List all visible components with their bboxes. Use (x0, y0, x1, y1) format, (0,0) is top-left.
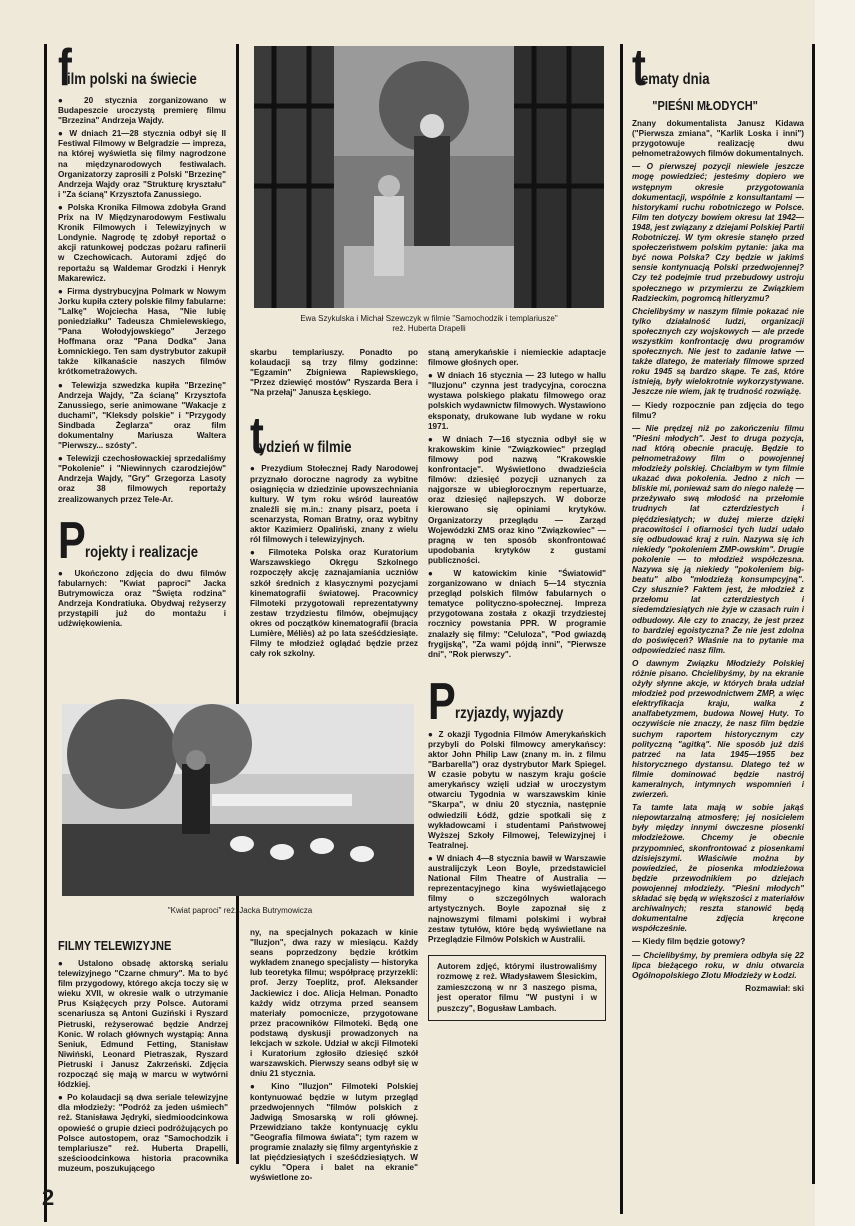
news-item: ● W katowickim kinie "Światowid" zorganizowano w dniach 5—14 stycznia przegląd polskich filmów fabularnych o tematyce polityczno-społecznej. Impreza przygotowana została z okazji trzydziestej rocznicy powstania PPR. W programie znalazły się filmy: "Celuloza", "Pod gwiazdą frygijską", "Za wami pójdą inni", "Pierwsze dni", "Rok pierwszy". (428, 568, 606, 659)
column-tematy-dnia (632, 39, 804, 1176)
news-item: ● Po kolaudacji są dwa seriale telewizyjne dla młodzieży: "Podróż za jeden uśmiech" reż. Stanisława Jędryki, siedmioodcinkowa opowieść o grupie dzieci podróżujących po Polsce autostopem, oraz "Samochodzik i templariusze" reż. Huberta Drapelli, sześcioodcinkowa historia pracownika muzeum, poszukującego (58, 1093, 228, 1173)
film-still-image (254, 46, 604, 308)
continued-text: skarbu templariuszy. Ponadto po kolaudacji są trzy filmy godzinne: "Egzamin" Zbigniewa Rapiewskiego, "Przez dziewięć mostów" Ryszarda Bera i "Na przełaj" Janusza Łęskiego. (250, 348, 418, 398)
column-film-polski (58, 39, 226, 686)
photo-caption-kwiat-paproci: "Kwiat paproci" reż. Jacka Butrymowicza (167, 906, 313, 915)
news-item: ● Telewizja szwedzka kupiła "Brzezinę" Andrzeja Wajdy, "Za ścianą" Krzysztofa Zanussiego, serie animowane "Wakacje z duchami", "Kleksdy polskie" i "Przygody Sindbada Żeglarza" oraz film dokumentalny Mariusza Waltera "Pierwszy... szósty". (58, 380, 226, 451)
photo-credit-box: Autorem zdjęć, którymi ilustrowaliśmy rozmowę z reż. Władysławem Ślesickim, zamieszczoną w nr 3 naszego pisma, jest operator filmu "W pustyni i w puszczy", Bogusław Lambach. (428, 955, 606, 1022)
continued-text: staną amerykańskie i niemieckie adaptacje filmowe głośnych oper. (428, 348, 606, 368)
interview-question: — Kiedy film będzie gotowy? (632, 937, 746, 947)
interview-answer: — O pierwszej pozycji niewiele jeszcze mogę powiedzieć; jesteśmy dopiero we wstępnym okresie przygotowania dokumentacji, wspólnie z konsultantami — historykami ruchu robotniczego w Polsce. Film ten dotyczy bowiem okresu lat 1942—1948, jest związany z dziejami Polskiej Partii Robotniczej. W tym okresie stanęło przed społeczeństwem polskim pytanie: jaka ma być nowa Polska? Czy będzie w jakimś sensie kontynuacją Polski przedwojennej? Czy też podejmie trud przebudowy ustroju społecznego w przymierzu ze Związkiem Radzieckim, pogromcą hitleryzmu? (632, 162, 804, 303)
column-tydzien-continued (250, 928, 418, 1183)
interview-title: "PIEŚNI MŁODYCH" (652, 98, 758, 113)
film-still-kwiat-paproci (62, 704, 414, 896)
section-heading-projekty: P rojekty i realizacje (58, 511, 198, 570)
news-item: ● W dniach 21—28 stycznia odbył się II Festiwal Filmowy w Belgradzie — impreza, na której wyświetla się filmy nagrodzone na międzynarodowych festiwalach. Organizatorzy zaprosili z Polski "Brzezinę" Andrzeja Wajdy oraz "Strukturę kryształu" i "Za ścianą" Krzysztofa Zanussiego. (58, 129, 226, 199)
section-heading-film-polski: f ilm polski na świecie (58, 39, 198, 97)
news-item: ● Ustalono obsadę aktorską serialu telewizyjnego "Czarne chmury". Ma to być film przygodowy, którego akcja toczy się w wieku XVII, w okresie walk o utrzymanie Prus Książęcych przy Polsce. Autorami scenariusza są Antoni Guziński i Ryszard Pietruski, reżyserować będzie Andrzej Konic. W rolach głównych wystąpią: Anna Seniuk, Edmund Fetting, Stanisław Niwiński, Leonard Pietraszak, Ryszard Pietruski i Janusz Zakrzeński. Zdjęcia rozpocząć się mają w marcu w wytwórni łódzkiej. (58, 959, 228, 1090)
photo-caption-samochodzik: Ewa Szykulska i Michał Szewczyk w filmie "Samochodzik i templariusze" reż. Huberta Drapelli (300, 314, 558, 333)
section-heading-przyjazdy: P rzyjazdy, wyjazdy (428, 672, 564, 731)
news-item: ● Kino "Iluzjon" Filmoteki Polskiej kontynuować będzie w lutym przegląd przedwojennych "filmów polskich z Jadwigą Smosarską w roli głównej. Przewidziano także kontynuację cyklu "Geografia filmowa świata"; tym razem w programie znalazły się filmy argentyńskie z lat pięćdziesiątych i sześćdziesiątych. W cyklu "Opera i balet na ekranie" wyświetlone zo- (250, 1082, 418, 1183)
column-filmy-telewizyjne (58, 930, 228, 1175)
continued-text: ny, na specjalnych pokazach w kinie "Iluzjon", dwa razy w miesiącu. Każdy seans poprzedzony będzie krótkim wykładem znanego specjalisty — historyka lub teoretyka filmu; współpracę przyrzekli: prof. Jerzy Toeplitz, prof. Aleksander Jackiewicz i doc. Alicja Helman. Ponadto każdy widz otrzyma przed seansem materiały pomocnicze, przygotowane przez pracowników Filmoteki. Będą one podstawą dyskusji prowadzonych na lekcjach w szkole. Udział w akcji Filmoteki i Kuratorium zgłosiło dziesięć szkół warszawskich. Pierwszy seans odbył się w dniu 21 stycznia. (250, 928, 418, 1079)
news-item: ● Polska Kronika Filmowa zdobyła Grand Prix na IV Międzynarodowym Festiwalu Kronik Filmowych i Telewizyjnych w Londynie. Nagrodę tę zdobył reportaż o akcji ratunkowej podczas pożaru rafinerii w Czechowicach. Autorami zdjęć do reportażu są Waldemar Grodzki i Henryk Makarewicz. (58, 202, 226, 283)
section-heading-tematy: t ematy dnia (632, 39, 710, 97)
interview-intro: Znany dokumentalista Janusz Kidawa ("Pierwsza zmiana", "Karlik Loska i inni") przygotowuje realizację dwu pełnometrażowych filmów dokumentalnych. (632, 119, 804, 159)
torn-paper-edge (815, 0, 855, 1226)
news-item: ● W dniach 16 stycznia — 23 lutego w hallu "Iluzjonu" czynna jest tradycyjna, coroczna wystawa polskiego plakatu filmowego oraz polskich wydawnictw filmowych. Wystawiono eksponaty, drukowane lub wydane w roku 1971. (428, 371, 606, 431)
interview-question: — Kiedy rozpocznie pan zdjęcia do tego filmu? (632, 400, 804, 420)
news-item: ● Filmoteka Polska oraz Kuratorium Warszawskiego Okręgu Szkolnego rozpoczęły akcję zaznajamiania uczniów szkół średnich z klasycznymi pozycjami kinematografii światowej. Pracownicy Filmoteki przygotowali reprezentatywny zestaw trzydziestu filmów, obejmujący okres od początków kinematografii (bracia Lumière, Méliès) aż po lata sześćdziesiąte. Filmy te młodzież oglądać będzie przez cały rok szkolny. (250, 548, 418, 659)
section-title-filmy-telewizyjne: FILMY TELEWIZYJNE (58, 938, 172, 953)
column-rule-3 (620, 44, 623, 1214)
interview-answer: — Chcielibyśmy, by premiera odbyła się 22 lipca bieżącego roku, w dniu otwarcia Ogólnopolskiego Zlotu Młodzieży w Łodzi. (632, 950, 804, 980)
news-item: ● Z okazji Tygodnia Filmów Amerykańskich przybyli do Polski filmowcy amerykańscy: aktor John Philip Law (znany m. in. z filmu "Barbarella") oraz dystrybutor Mark Spiegel. W czasie pobytu w naszym kraju goście amerykańscy wzięli udział w uroczystym otwarciu Tygodnia w warszawskim kinie "Skarpa", w dniu 20 stycznia, następnie odwiedzili Łódź, gdzie spotkali się z wykładowcami i studentami Państwowej Wyższej Szkoły Filmowej, Telewizyjnej i Teatralnej. (428, 729, 606, 850)
news-item: ● W dniach 4—8 stycznia bawił w Warszawie australijczyk Leon Boyle, przedstawiciel National Film Theatre of Australia — reprezentacyjnego kina wyświetlającego filmy o szczególnych walorach artystycznych. Boyle zapoznał się z najnowszymi filmami polskimi i wybrał zestaw tytułów, które będą wyświetlane na Przeglądzie Filmów Polskich w Australii. (428, 853, 606, 944)
news-item: ● Telewizji czechosłowackiej sprzedaliśmy "Pokolenie" i "Niewinnych czarodziejów" Andrzeja Wajdy, "Gry" Grzegorza Lasoty oraz 38 filmowych reportaży zrealizowanych przez Tele-Ar. (58, 454, 226, 504)
interview-answer: O dawnym Związku Młodzieży Polskiej różnie pisano. Chcielibyśmy, by na ekranie ożyły słynne akcje, w których brała udział młodzież pod przewodnictwem ZMP, a więc elektryfikacja kraju, walka z analfabetyzmem, budowa Nowej Huty. To oczywiście nie znaczy, że nasz film będzie suchym raportem historycznym czy polityczną "agitką". Nie sposób już dziś patrzeć na lata 1945—1955 bez historycznego dystansu. Dlatego też w filmie dominować będzie nastrój kameralnych, intymnych wspomnień i zwierzeń. (632, 658, 804, 800)
news-item: ● Prezydium Stołecznej Rady Narodowej przyznało doroczne nagrody za wybitne osiągnięcia w dziedzinie upowszechniania kultury. W tym roku wśród laureatów znaleźli się m.in.: znany pisarz, poeta i scenarzysta, Roman Bratny, oraz wybitny aktor Kazimierz Opaliński, znany z wielu ról filmowych i telewizyjnych. (250, 464, 418, 545)
interview-answer: Chcielibyśmy w naszym filmie pokazać nie tylko działalność ludzi, organizacji społecznych czy wojskowych — ale przede wszystkim konfrontację dwu programów społecznych. Nie jest to zadanie łatwe — także dlatego, że materiały filmowe sprzed roku 1945 są bardzo skąpe. Te zaś, które istnieją, były wielokrotnie wykorzystywane. Jeszcze nie wiem, jak tę trudność rozwiążę. (632, 306, 804, 397)
column-rule-2 (236, 44, 239, 1164)
news-item: ● W dniach 7—16 stycznia odbył się w krakowskim kinie "Związkowiec" przegląd filmowy pod nazwą "Krakowskie konfrontacje". Wyświetlono dwadzieścia filmów: dziesięć pozycji uznanych za najgorsze w ubiegłorocznym repertuarze, oraz dziesięć najlepszych. W doborze kierowano się opiniami krytyków. Organizatorzy przeglądu — Zarząd Wojewódzki ZMS oraz kino "Związkowiec" — pragną w ten sposób skonfrontować upodobania krytyków z gustami publiczności. (428, 434, 606, 565)
section-heading-tydzien: t ydzień w filmie (250, 407, 352, 466)
page-number: 2 (42, 1185, 55, 1210)
news-item: ● 20 stycznia zorganizowano w Budapeszcie uroczystą premierę filmu "Brzezina" Andrzeja Wajdy. (58, 96, 226, 126)
column-rule-1 (44, 44, 47, 1222)
news-item: ● Ukończono zdjęcia do dwu filmów fabularnych: "Kwiat paproci" Jacka Butrymowicza oraz "Święta rodzina" Andrzeja Kondratiuka. Obydwaj reżyserzy przystąpili już do montażu i udźwiękowienia. (58, 568, 226, 629)
interview-signature: Rozmawiał: ski (745, 983, 804, 993)
interview-answer: Ta tamte lata mają w sobie jakąś niepowtarzalną atmosferę; jej nosicielem były między innymi ówczesne piosenki młodzieżowe. Chcemy je obecnie przypomnieć, skonfrontować z piosenkami dzisiejszymi. Właściwie można by powiedzieć, że piosenka młodzieżowa będzie przewodnikiem po dziejach powojennej młodzieży. "Pieśni młodych" składać się będą w większości z materiałów archiwalnych; reszta stanowić będą dokumentalne zdjęcia kręcone współcześnie. (632, 803, 804, 934)
column-przyjazdy (428, 348, 606, 1173)
film-still-samochodzik (254, 46, 604, 308)
column-rule-4 (812, 44, 815, 1184)
column-tydzien (250, 348, 418, 693)
film-still-image (62, 704, 414, 896)
interview-answer: — Nie prędzej niż po zakończeniu filmu "Pieśni młodych". Jest to druga pozycja, nad którą obecnie pracuję. Będzie to pełnometrażowy film o powojennej młodzieży polskiej. Chciałbym w tym filmie ukazać dwa pokolenia. Jedno z nich — bliskie mi, ponieważ sam do niego należę — przeżywało swą młodość na przełomie trudnych lat czterdziestych i pięćdziesiątych; w dużej mierze dzięki pracowitości i ofiarności tych ludzi udało się odbudować kraj z ruin. Nazywa się ich niekiedy "pokoleniem ZMP-owskim". Drugie pokolenie — to młodzież współczesna. Nazywa się ją niekiedy "pokoleniem big-beatu" albo "młodzieżą konsumpcyjną". Czy słusznie? Faktem jest, że młodzież z przełomu lat czterdziestych i siedemdziesiątych nie żyje w czasach ruin i odbudowy. Ale czy to znaczy, że jest przez to bardziej egoistyczna? Że nie jest zdolna do poświęceń? Właśnie na to pytanie ma odpowiedzieć nasz film. (632, 423, 804, 655)
news-item: ● Firma dystrybucyjna Polmark w Nowym Jorku kupiła cztery polskie filmy fabularne: "Lalkę" Wojciecha Hasa, "Nie lubię poniedziałku" Tadeusza Chmielewskiego, "Pana Wołodyjowskiego" Jerzego Hoffmana oraz "Pana Dodka" Jana Łomnickiego. Ten sam dystrybutor zakupił także kilkanaście naszych filmów krótkometrażowych. (58, 286, 226, 377)
